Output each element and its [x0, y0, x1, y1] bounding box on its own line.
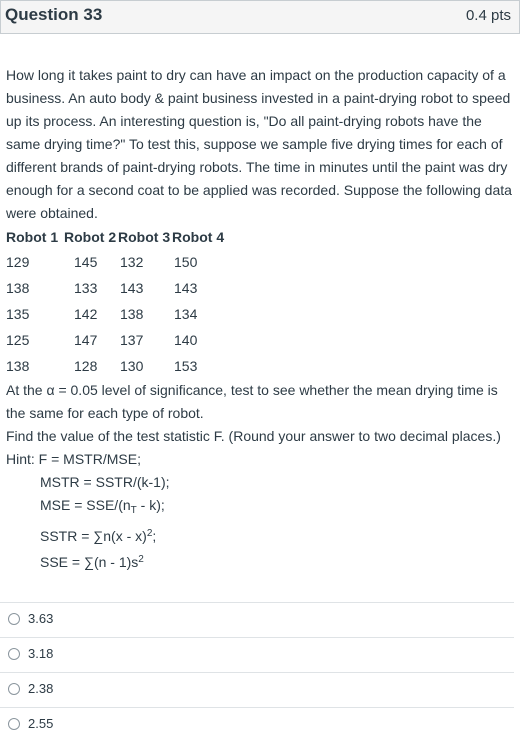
answer-option[interactable] [0, 637, 514, 672]
data-table [6, 225, 226, 379]
table-cell: 129 [6, 253, 30, 270]
table-cell: 132 [120, 253, 144, 270]
answer-label[interactable]: 3.63 [28, 611, 54, 626]
question-intro: How long it takes paint to dry can have an impact on the production capacity of a business. An auto body & paint business invested in a paint-drying robot to speed up its process. An interesting question is, "Do all paint-drying robots have the same drying time?" To test this, suppose we sample five drying times for each of different brands of paint-drying robots. The time in minutes until the paint was dry enough for a second coat to be applied was recorded. Suppose the following data were obtained. [6, 67, 512, 221]
radio-button[interactable] [8, 718, 20, 730]
answer-option[interactable] [0, 707, 514, 742]
answer-label[interactable]: 2.38 [28, 681, 54, 696]
significance-text: At the α = 0.05 level of significance, test to see whether the mean drying time is the same for each type of robot. [6, 382, 498, 421]
table-row [6, 353, 226, 379]
hint-sse-text: SSE = ∑(n - 1)s [40, 554, 139, 570]
question-points: 0.4 pts [465, 7, 511, 24]
question-header [0, 0, 520, 34]
hint-sstr-superscript: 2 [146, 528, 153, 539]
hint-mse-text: MSE = SSE/(n [40, 497, 131, 513]
table-cell: 134 [174, 305, 198, 322]
question-body [6, 64, 516, 574]
table-row [6, 249, 226, 275]
table-cell: 138 [6, 357, 30, 374]
hint-sstr [40, 522, 516, 548]
table-cell: 138 [120, 305, 144, 322]
hint-mse-subscript: T [130, 505, 137, 516]
table-cell: 135 [6, 305, 30, 322]
hint-formulas [40, 471, 516, 574]
table-cell: 138 [6, 279, 30, 296]
hint-sse [40, 548, 516, 574]
table-cell: 128 [74, 357, 98, 374]
column-header: Robot 2 [64, 228, 117, 245]
hint-mse-text-end: - k); [136, 497, 165, 513]
table-cell: 147 [74, 331, 98, 348]
column-header: Robot 3 [118, 228, 171, 245]
table-cell: 140 [174, 331, 198, 348]
table-row [6, 275, 226, 301]
hint-sstr-text: SSTR = ∑n(x - x) [40, 528, 147, 544]
table-row [6, 301, 226, 327]
table-cell: 145 [74, 253, 98, 270]
table-cell: 150 [174, 253, 198, 270]
answer-label[interactable]: 2.55 [28, 716, 54, 731]
answer-list [0, 602, 514, 742]
hint-mstr: MSTR = SSTR/(k-1); [40, 474, 170, 490]
table-cell: 142 [74, 305, 98, 322]
question-title: Question 33 [5, 5, 103, 24]
table-cell: 143 [120, 279, 144, 296]
column-header: Robot 4 [172, 228, 225, 245]
table-cell: 125 [6, 331, 30, 348]
instruction-text: Find the value of the test statistic F. (Round your answer to two decimal places.) [6, 428, 501, 444]
table-cell: 130 [120, 357, 144, 374]
table-row [6, 327, 226, 353]
answer-option[interactable] [0, 602, 514, 637]
table-header-row [6, 225, 226, 249]
table-cell: 133 [74, 279, 98, 296]
hint-label: Hint: F = MSTR/MSE; [6, 451, 141, 467]
table-cell: 143 [174, 279, 198, 296]
table-cell: 137 [120, 331, 144, 348]
radio-button[interactable] [8, 648, 20, 660]
radio-button[interactable] [8, 613, 20, 625]
hint-sstr-text-end: ; [152, 528, 157, 544]
answer-label[interactable]: 3.18 [28, 646, 54, 661]
column-header: Robot 1 [6, 228, 59, 245]
table-cell: 153 [174, 357, 198, 374]
hint-sse-superscript: 2 [138, 554, 144, 565]
hint-mse [40, 494, 516, 522]
answer-option[interactable] [0, 672, 514, 707]
radio-button[interactable] [8, 683, 20, 695]
